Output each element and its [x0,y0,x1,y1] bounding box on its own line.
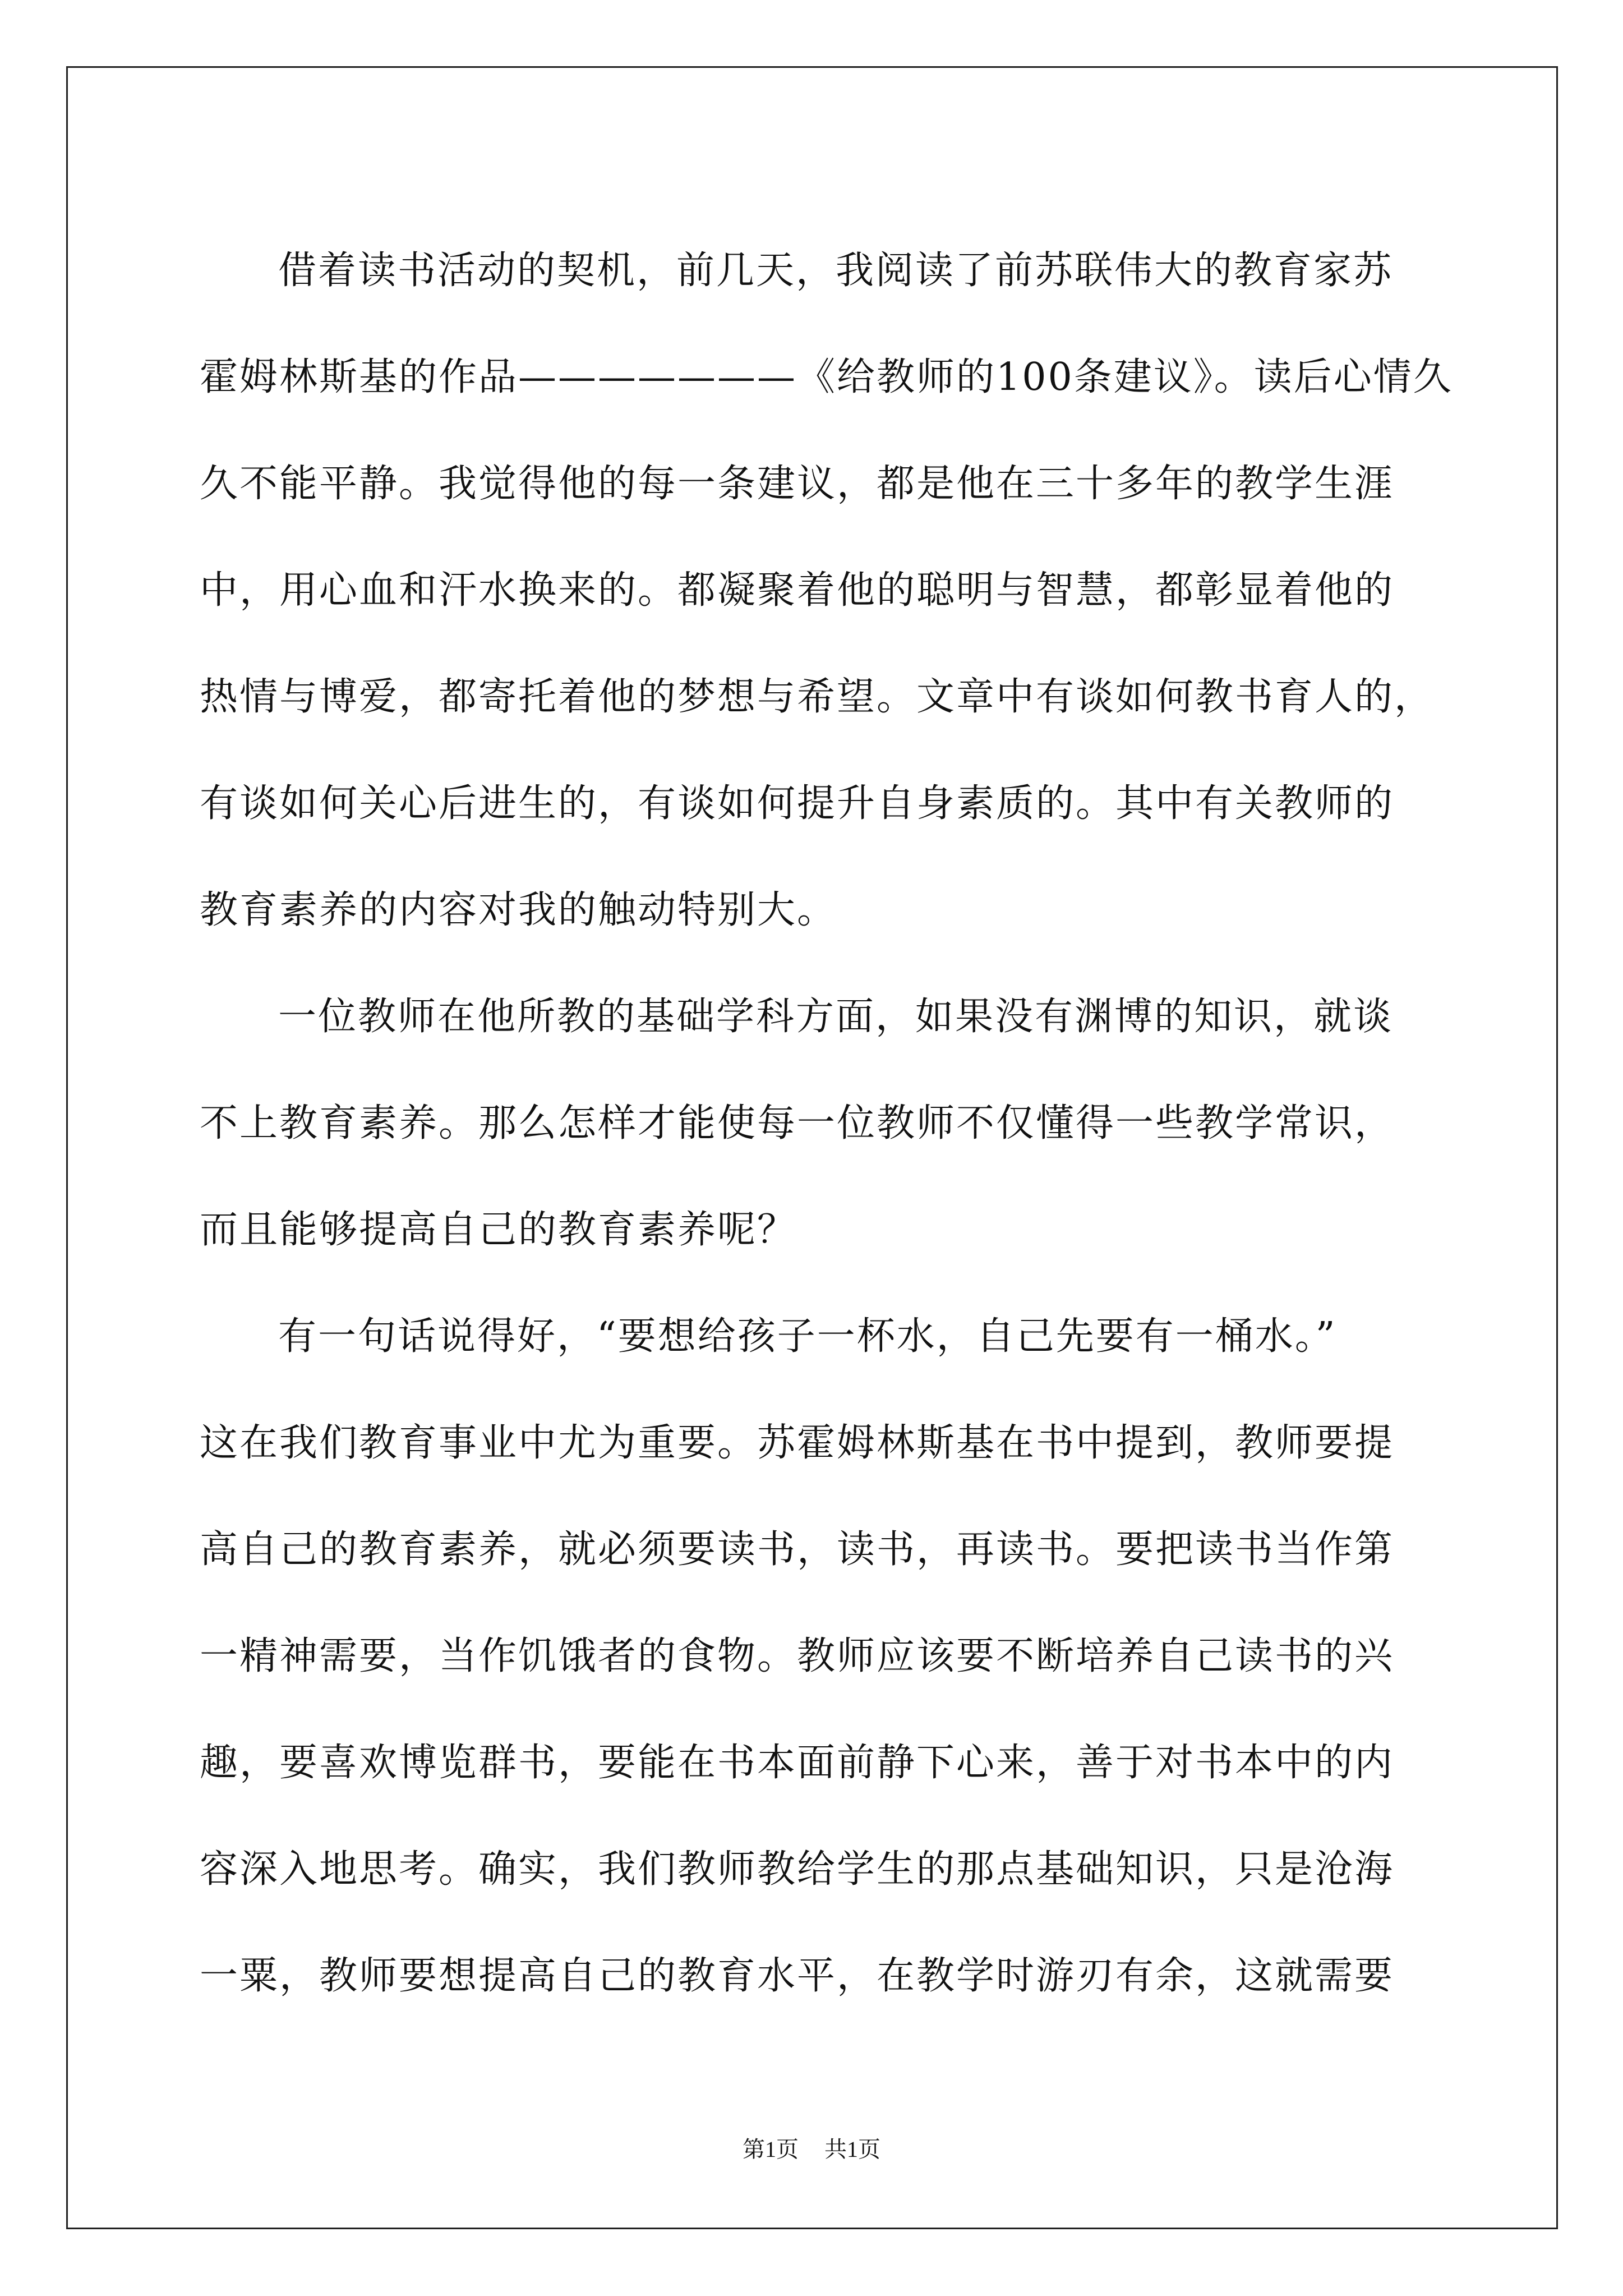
text-line: 有谈如何关心后进生的，有谈如何提升自身素质的。其中有关教师的 [200,781,1395,826]
text-line: 容深入地思考。确实，我们教师教给学生的那点基础知识，只是沧海 [200,1847,1395,1892]
text-line: 中，用心血和汗水换来的。都凝聚着他的聪明与智慧，都彰显着他的 [200,568,1395,613]
text-line: 有一句话说得好，“要想给孩子一杯水，自己先要有一桶水。” [278,1314,1337,1359]
text-line: 不上教育素养。那么怎样才能使每一位教师不仅懂得一些教学常识， [200,1101,1395,1145]
text-line: 一精神需要，当作饥饿者的食物。教师应该要不断培养自己读书的兴 [200,1634,1395,1678]
text-line: 热情与博爱，都寄托着他的梦想与希望。文章中有谈如何教书育人的， [200,675,1435,719]
text-line: 趣，要喜欢博览群书，要能在书本面前静下心来，善于对书本中的内 [200,1741,1395,1785]
page-total: 共1页 [824,2137,880,2162]
text-line: 一位教师在他所教的基础学科方面，如果没有渊博的知识，就谈 [278,995,1394,1039]
document-body [200,218,1453,2030]
text-line: 这在我们教育事业中尤为重要。苏霍姆林斯基在书中提到，教师要提 [200,1421,1395,1465]
text-line: 一粟，教师要想提高自己的教育水平，在教学时游刃有余，这就需要 [200,1954,1395,1998]
text-line: 借着读书活动的契机，前几天，我阅读了前苏联伟大的教育家苏 [278,249,1394,293]
text-line: 霍姆林斯基的作品———————《给教师的100条建议》。读后心情久 [200,355,1453,399]
text-line: 久不能平静。我觉得他的每一条建议，都是他在三十多年的教学生涯 [200,462,1395,506]
text-line: 而且能够提高自己的教育素养呢？ [200,1208,797,1252]
page-footer [0,2132,1623,2164]
text-line: 教育素养的内容对我的触动特别大。 [200,888,837,932]
text-line: 高自己的教育素养，就必须要读书，读书，再读书。要把读书当作第 [200,1527,1395,1572]
page-number: 第1页 [743,2137,799,2162]
